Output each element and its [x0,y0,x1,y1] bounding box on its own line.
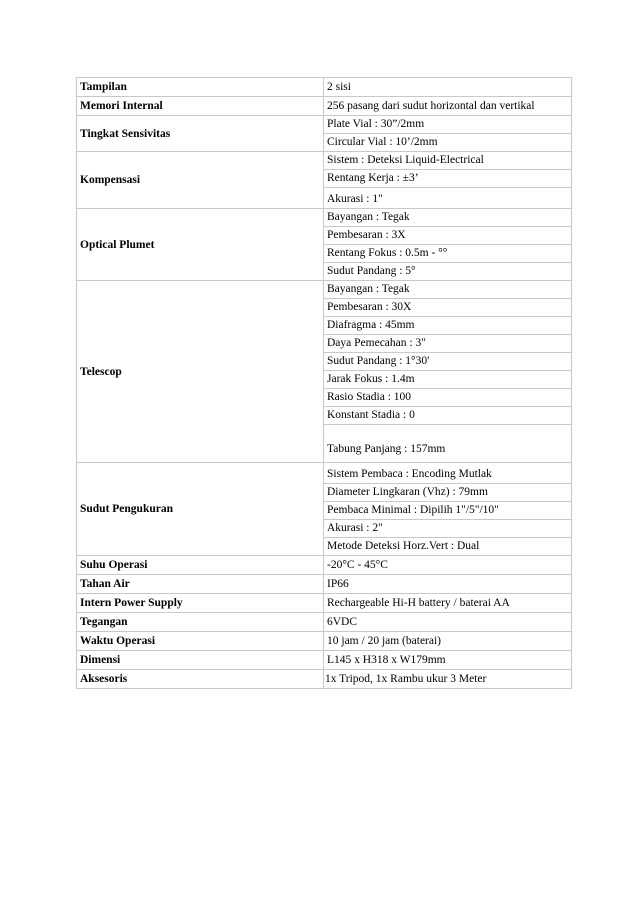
row-value: IP66 [324,575,572,594]
row-value: 6VDC [324,613,572,632]
row-value: Rasio Stadia : 100 [324,388,571,406]
row-value: Pembesaran : 3X [324,226,571,244]
row-label: Intern Power Supply [77,594,324,613]
row-value: Daya Pemecahan : 3" [324,334,571,352]
row-value: L145 x H318 x W179mm [324,651,572,670]
table-row [77,463,572,556]
row-value: Rechargeable Hi-H battery / baterai AA [324,594,572,613]
spec-table [76,77,572,689]
row-value: Diameter Lingkaran (Vhz) : 79mm [324,483,571,501]
row-value: Sudut Pandang : 1°30' [324,352,571,370]
row-value: 10 jam / 20 jam (baterai) [324,632,572,651]
table-row [77,632,572,651]
table-row [77,116,572,152]
row-label: Tampilan [77,78,324,97]
row-label: Suhu Operasi [77,556,324,575]
row-values [324,281,572,463]
row-value: Jarak Fokus : 1.4m [324,370,571,388]
row-value: 1x Tripod, 1x Rambu ukur 3 Meter [324,670,572,689]
row-value: Konstant Stadia : 0 [324,406,571,424]
row-values [324,116,572,152]
row-value: Sudut Pandang : 5° [324,262,571,280]
table-row [77,670,572,689]
row-value: Bayangan : Tegak [327,283,410,295]
row-label: Sudut Pengukuran [77,463,324,556]
row-value: 2 sisi [324,78,572,97]
row-value: 256 pasang dari sudut horizontal dan vertikal [324,97,572,116]
row-label: Memori Internal [77,97,324,116]
table-row [77,556,572,575]
table-row [77,152,572,209]
row-value: Plate Vial : 30”/2mm [327,118,425,130]
table-row [77,209,572,281]
table-row [77,575,572,594]
row-value: Circular Vial : 10’/2mm [324,133,571,151]
table-row [77,78,572,97]
row-value: Pembaca Minimal : Dipilih 1"/5"/10" [324,501,571,519]
table-row [77,97,572,116]
row-values [324,463,572,556]
row-label: Aksesoris [77,670,324,689]
row-label: Optical Plumet [77,209,324,281]
row-label: Telescop [77,281,324,463]
table-row [77,281,572,463]
row-label: Dimensi [77,651,324,670]
row-value: Sistem : Deteksi Liquid-Electrical [327,154,484,166]
row-value: Tabung Panjang : 157mm [324,424,571,462]
row-label: Tingkat Sensivitas [77,116,324,152]
row-value: Rentang Fokus : 0.5m - °° [324,244,571,262]
row-label: Waktu Operasi [77,632,324,651]
row-label: Tahan Air [77,575,324,594]
table-row [77,651,572,670]
row-value: Diafragma : 45mm [324,316,571,334]
row-value: Akurasi : 1" [324,187,571,208]
row-values [324,152,572,209]
table-row [77,594,572,613]
row-values [324,209,572,281]
row-value: -20°C - 45°C [324,556,572,575]
table-row [77,613,572,632]
row-label: Tegangan [77,613,324,632]
row-label: Kompensasi [77,152,324,209]
row-value: Pembesaran : 30X [324,298,571,316]
row-value: Rentang Kerja : ±3’ [324,169,571,187]
row-value: Metode Deteksi Horz.Vert : Dual [324,537,571,555]
row-value: Sistem Pembaca : Encoding Mutlak [327,468,492,480]
row-value: Bayangan : Tegak [327,211,410,223]
row-value: Akurasi : 2" [324,519,571,537]
